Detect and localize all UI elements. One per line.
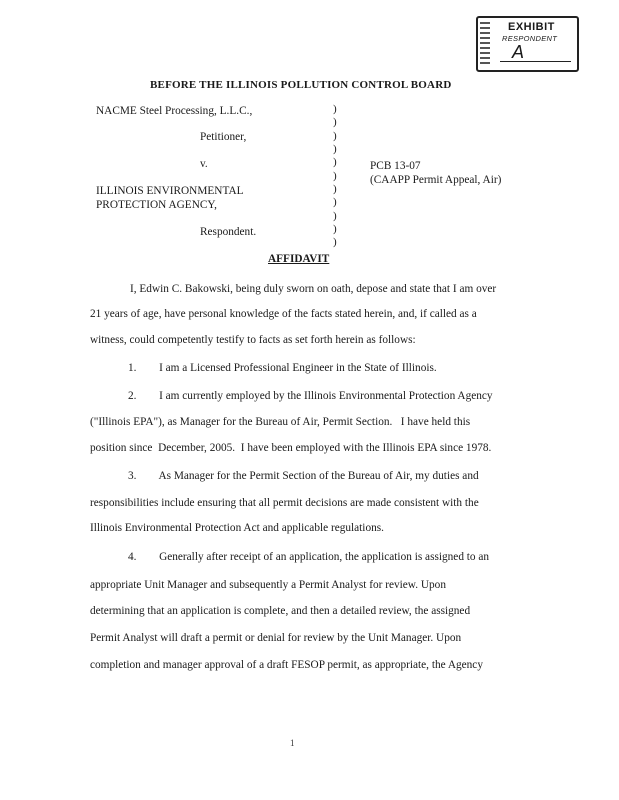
paragraph-4: 4. Generally after receipt of an application, the application is assigned to an (128, 551, 490, 563)
body-line: appropriate Unit Manager and subsequently a Permit Analyst for review. Upon (90, 579, 446, 591)
body-line: determining that an application is complete, and then a detailed review, the assigned (90, 605, 471, 617)
respondent-name-line2: PROTECTION AGENCY, (96, 199, 217, 211)
petitioner-role: Petitioner, (200, 131, 247, 143)
case-type: (CAAPP Permit Appeal, Air) (370, 174, 502, 186)
body-line: Illinois Environmental Protection Act and applicable regulations. (90, 522, 384, 534)
respondent-role: Respondent. (200, 226, 257, 238)
stamp-signature-line (500, 61, 571, 62)
body-line: ("Illinois EPA"), as Manager for the Bureau of Air, Permit Section. I have held this (90, 416, 471, 428)
body-line: position since December, 2005. I have been employed with the Illinois EPA since 1978. (90, 442, 492, 454)
caption-parenthesis-column: ) ) ) ) ) ) ) ) ) ) ) (333, 103, 337, 249)
versus: v. (200, 158, 208, 170)
stamp-exhibit-number: A (512, 42, 525, 62)
body-line: I, Edwin C. Bakowski, being duly sworn on oath, depose and state that I am over (130, 283, 497, 295)
stamp-tab-edge (480, 22, 490, 66)
paragraph-1: 1. I am a Licensed Professional Engineer in the State of Illinois. (128, 362, 437, 374)
exhibit-stamp (476, 16, 579, 72)
paragraph-2: 2. I am currently employed by the Illinois Environmental Protection Agency (128, 390, 493, 402)
petitioner-name: NACME Steel Processing, L.L.C., (96, 105, 253, 117)
body-line: witness, could competently testify to facts as set forth herein as follows: (90, 334, 416, 346)
respondent-name-line1: ILLINOIS ENVIRONMENTAL (96, 185, 244, 197)
stamp-party: RESPONDENT (502, 34, 558, 43)
court-heading: BEFORE THE ILLINOIS POLLUTION CONTROL BOARD (150, 79, 452, 91)
paragraph-3: 3. As Manager for the Permit Section of the Bureau of Air, my duties and (128, 470, 479, 482)
body-line: Permit Analyst will draft a permit or denial for review by the Unit Manager. Upon (90, 632, 462, 644)
body-line: 21 years of age, have personal knowledge of the facts stated herein, and, if called as a (90, 308, 477, 320)
body-line: responsibilities include ensuring that all permit decisions are made consistent with the (90, 497, 479, 509)
stamp-title: EXHIBIT (508, 21, 555, 33)
case-number: PCB 13-07 (370, 160, 421, 172)
affidavit-title: AFFIDAVIT (268, 253, 330, 265)
body-line: completion and manager approval of a draft FESOP permit, as appropriate, the Agency (90, 659, 483, 671)
page-number: 1 (290, 738, 295, 748)
